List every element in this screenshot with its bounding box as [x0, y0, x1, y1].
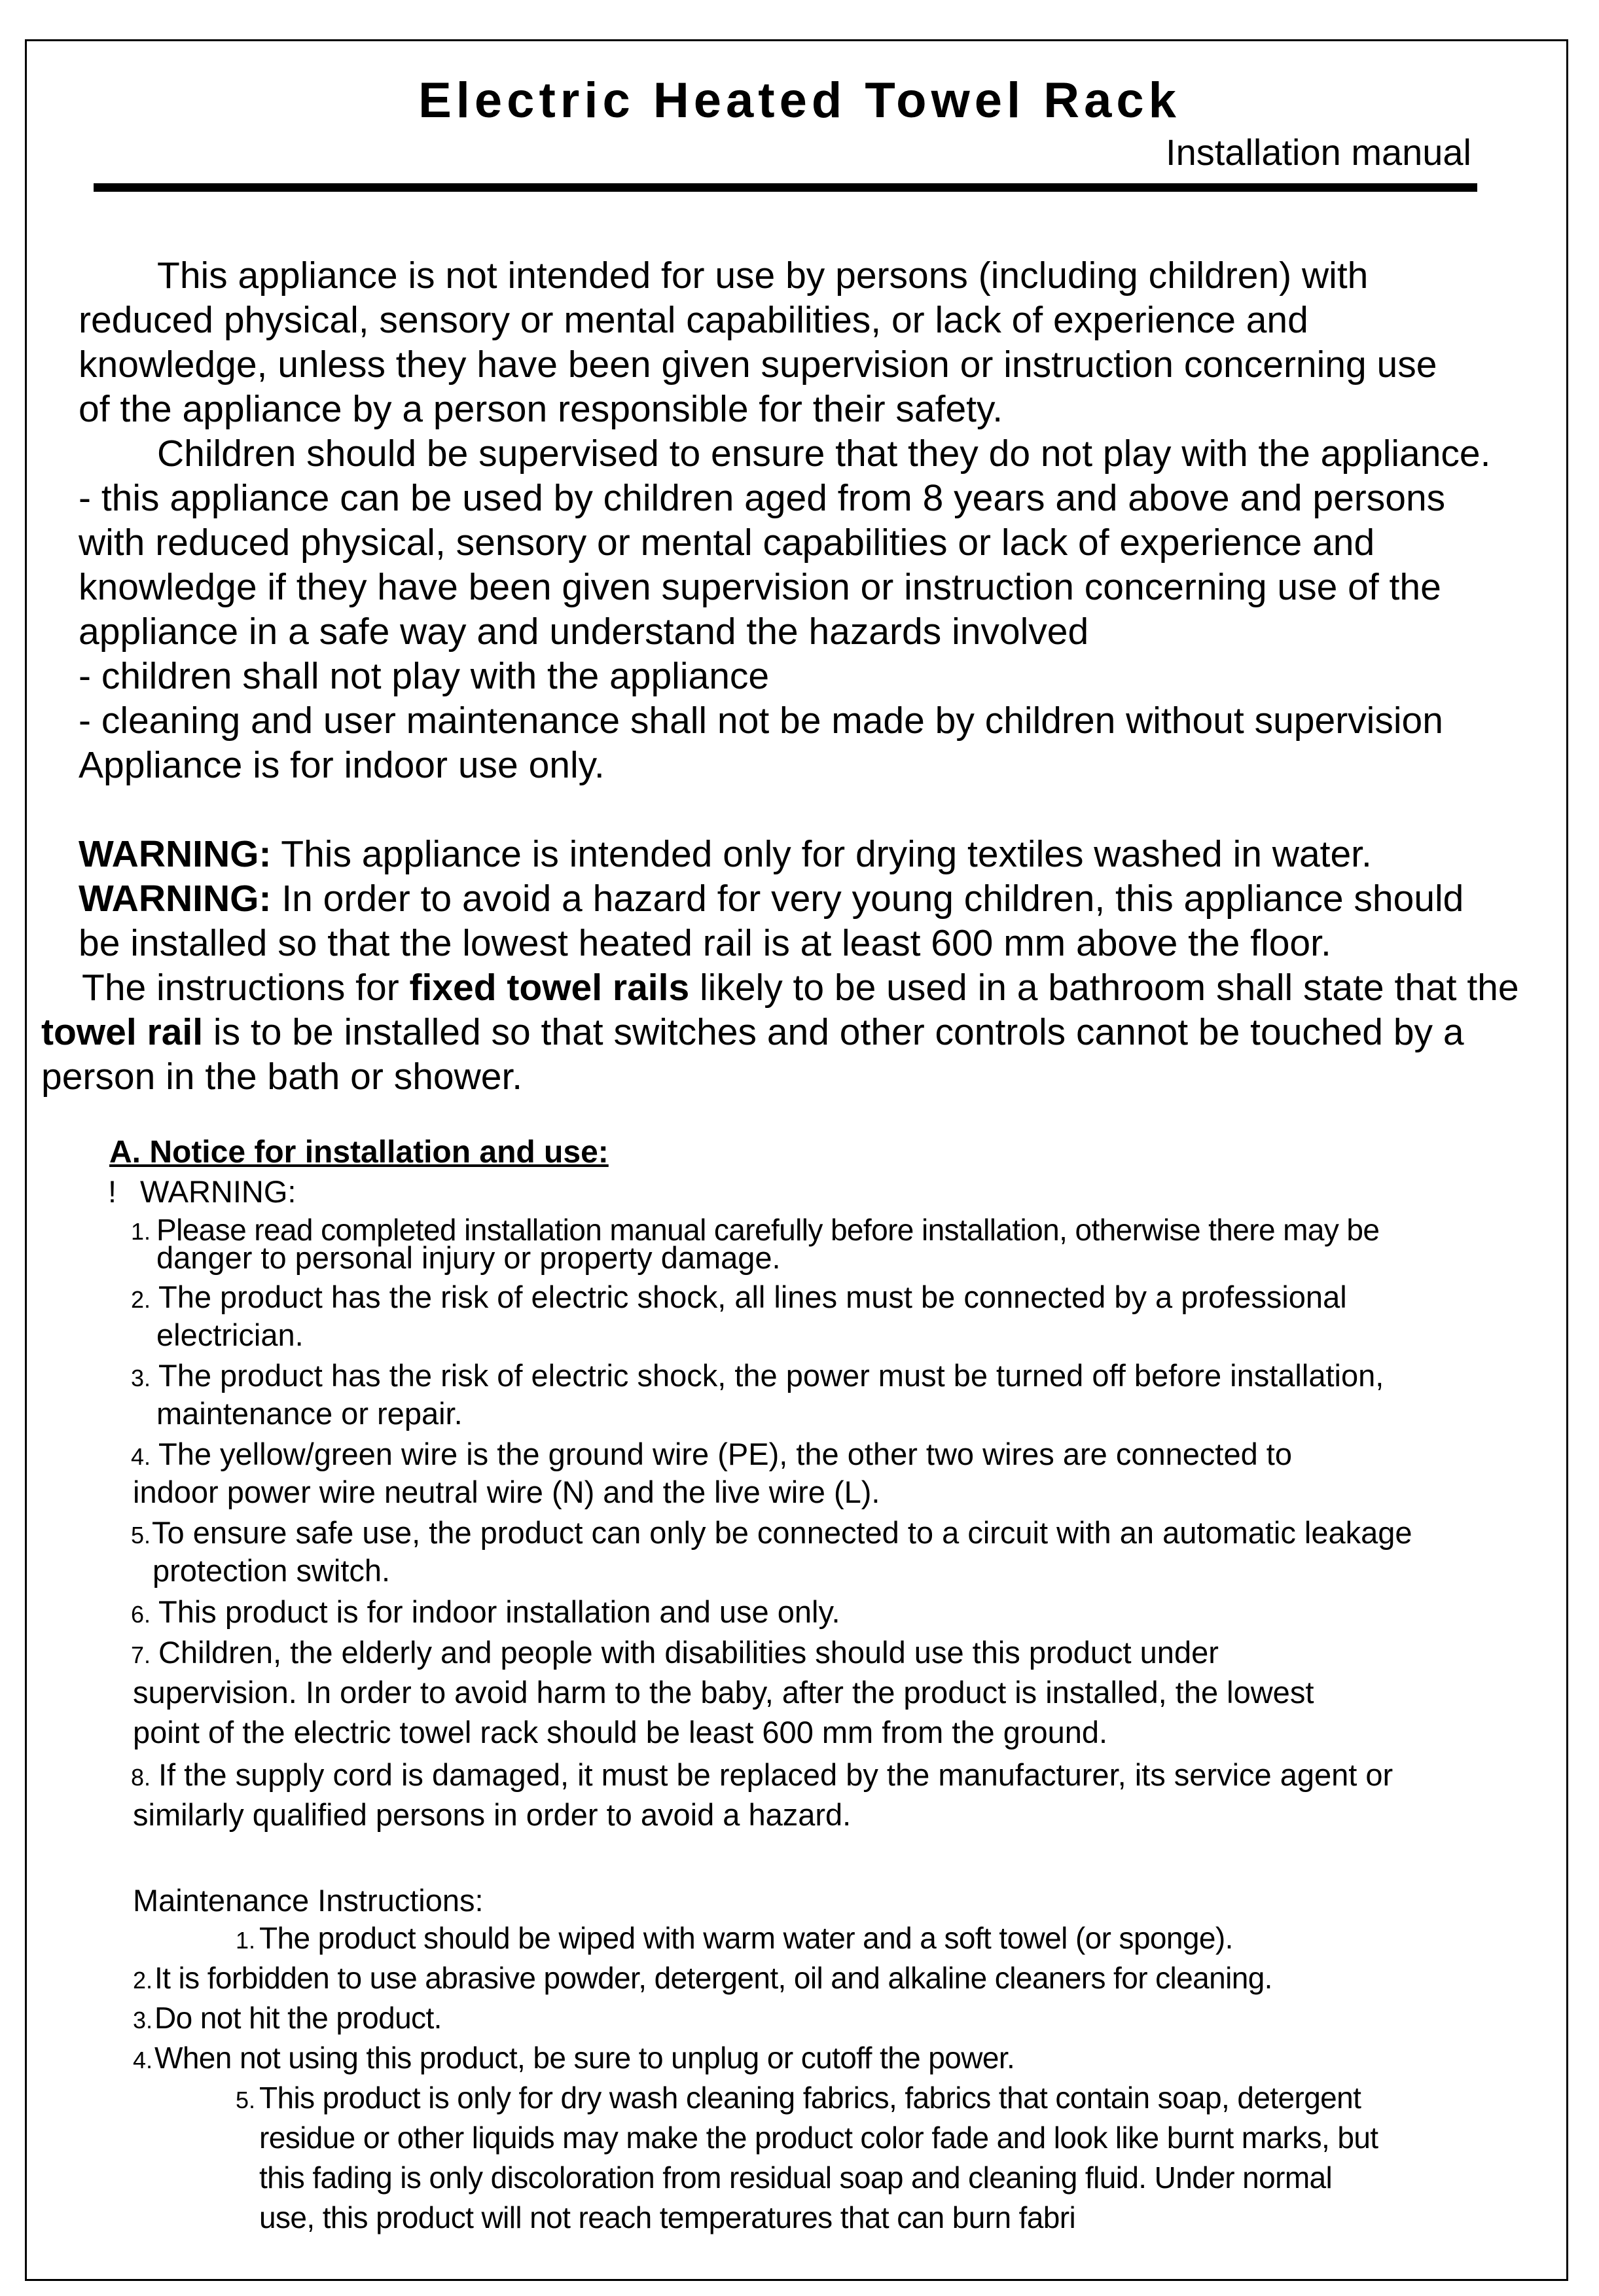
intro-line: reduced physical, sensory or mental capabilities, or lack of experience and	[79, 299, 1308, 341]
maintenance-item-line: Do not hit the product.	[154, 2001, 442, 2035]
title-rule	[94, 183, 1477, 192]
maintenance-item-line: residue or other liquids may make the product color fade and look like burnt marks, but	[259, 2121, 1378, 2155]
towel-rail-line: The instructions for fixed towel rails likely to be used in a bathroom shall state that the	[82, 967, 1519, 1009]
warning-line: be installed so that the lowest heated rail is at least 600 mm above the floor.	[79, 922, 1331, 964]
warning-line: WARNING: This appliance is intended only for drying textiles washed in water.	[79, 833, 1372, 875]
notice-item-line: electrician.	[156, 1318, 304, 1352]
intro-line: knowledge, unless they have been given supervision or instruction concerning use	[79, 344, 1437, 386]
warning-mark: !	[108, 1174, 117, 1209]
notice-item-line: The product has the risk of electric shock, all lines must be connected by a professional	[158, 1280, 1347, 1314]
maintenance-item-line: This product is only for dry wash cleaning fabrics, fabrics that contain soap, detergent	[259, 2081, 1361, 2115]
document-title: Electric Heated Towel Rack	[418, 73, 1181, 128]
notice-item-line: similarly qualified persons in order to avoid a hazard.	[133, 1797, 852, 1832]
item-number: 7.	[131, 1641, 151, 1668]
towel-rail-line: towel rail is to be installed so that switches and other controls cannot be touched by a	[41, 1011, 1464, 1053]
maintenance-heading: Maintenance Instructions:	[133, 1883, 484, 1918]
towel-rail-line: person in the bath or shower.	[41, 1056, 523, 1098]
intro-line: knowledge if they have been given supervision or instruction concerning use of the	[79, 566, 1441, 608]
notice-item-line: maintenance or repair.	[156, 1396, 463, 1431]
intro-line: - cleaning and user maintenance shall not be made by children without supervision	[79, 700, 1443, 742]
notice-item-line: If the supply cord is damaged, it must be replaced by the manufacturer, its service agent or	[158, 1757, 1393, 1792]
item-number: 4.	[131, 1443, 151, 1470]
intro-line: Children should be supervised to ensure that they do not play with the appliance.	[157, 433, 1491, 475]
notice-item-line: The yellow/green wire is the ground wire (PE), the other two wires are connected to	[158, 1437, 1293, 1471]
notice-item-line: indoor power wire neutral wire (N) and the live wire (L).	[133, 1475, 880, 1509]
item-number: 8.	[131, 1764, 151, 1791]
document-subtitle: Installation manual	[1166, 132, 1471, 173]
intro-line: - children shall not play with the appliance	[79, 655, 770, 697]
intro-line: appliance in a safe way and understand the hazards involved	[79, 611, 1089, 653]
warning-label: WARNING:	[79, 833, 272, 875]
warning-label: WARNING:	[79, 878, 272, 920]
item-number: 5.	[131, 1522, 151, 1549]
intro-line: - this appliance can be used by children aged from 8 years and above and persons	[79, 477, 1446, 519]
item-number: 1.	[131, 1218, 151, 1245]
notice-item-line: To ensure safe use, the product can only be connected to a circuit with an automatic leakage	[152, 1515, 1412, 1550]
maintenance-item-line: The product should be wiped with warm water and a soft towel (or sponge).	[259, 1921, 1233, 1955]
item-number: 3.	[133, 2007, 153, 2034]
item-number: 2.	[131, 1286, 151, 1313]
intro-line: of the appliance by a person responsible for their safety.	[79, 388, 1003, 430]
item-number: 3.	[131, 1365, 151, 1391]
notice-warning-label: WARNING:	[140, 1174, 296, 1209]
maintenance-item-line: It is forbidden to use abrasive powder, detergent, oil and alkaline cleaners for cleaning.	[154, 1961, 1272, 1995]
item-number: 4.	[133, 2047, 153, 2073]
item-number: 5.	[236, 2087, 256, 2113]
maintenance-item-line: use, this product will not reach temperatures that can burn fabri	[259, 2200, 1076, 2234]
notice-item-line: This product is for indoor installation and use only.	[158, 1594, 840, 1629]
notice-item-line: The product has the risk of electric shock, the power must be turned off before installation,	[158, 1358, 1384, 1393]
notice-item-line: Please read completed installation manual carefully before installation, otherwise there may be	[156, 1213, 1380, 1247]
item-number: 2.	[133, 1967, 153, 1994]
notice-item-line: danger to personal injury or property damage.	[156, 1240, 781, 1275]
notice-item-line: supervision. In order to avoid harm to the baby, after the product is installed, the lowest	[133, 1675, 1314, 1710]
section-heading: A. Notice for installation and use:	[109, 1135, 609, 1170]
intro-line: Appliance is for indoor use only.	[79, 744, 605, 786]
notice-item-line: Children, the elderly and people with disabilities should use this product under	[158, 1635, 1219, 1670]
intro-line: This appliance is not intended for use by persons (including children) with	[157, 255, 1369, 296]
notice-item-line: protection switch.	[153, 1553, 391, 1588]
intro-line: with reduced physical, sensory or mental capabilities or lack of experience and	[79, 522, 1375, 564]
warning-line: WARNING: In order to avoid a hazard for very young children, this appliance should	[79, 878, 1464, 920]
maintenance-item-line: this fading is only discoloration from residual soap and cleaning fluid. Under normal	[259, 2161, 1333, 2195]
item-number: 1.	[236, 1927, 256, 1954]
maintenance-item-line: When not using this product, be sure to unplug or cutoff the power.	[154, 2041, 1015, 2075]
item-number: 6.	[131, 1601, 151, 1628]
notice-item-line: point of the electric towel rack should be least 600 mm from the ground.	[133, 1715, 1108, 1749]
